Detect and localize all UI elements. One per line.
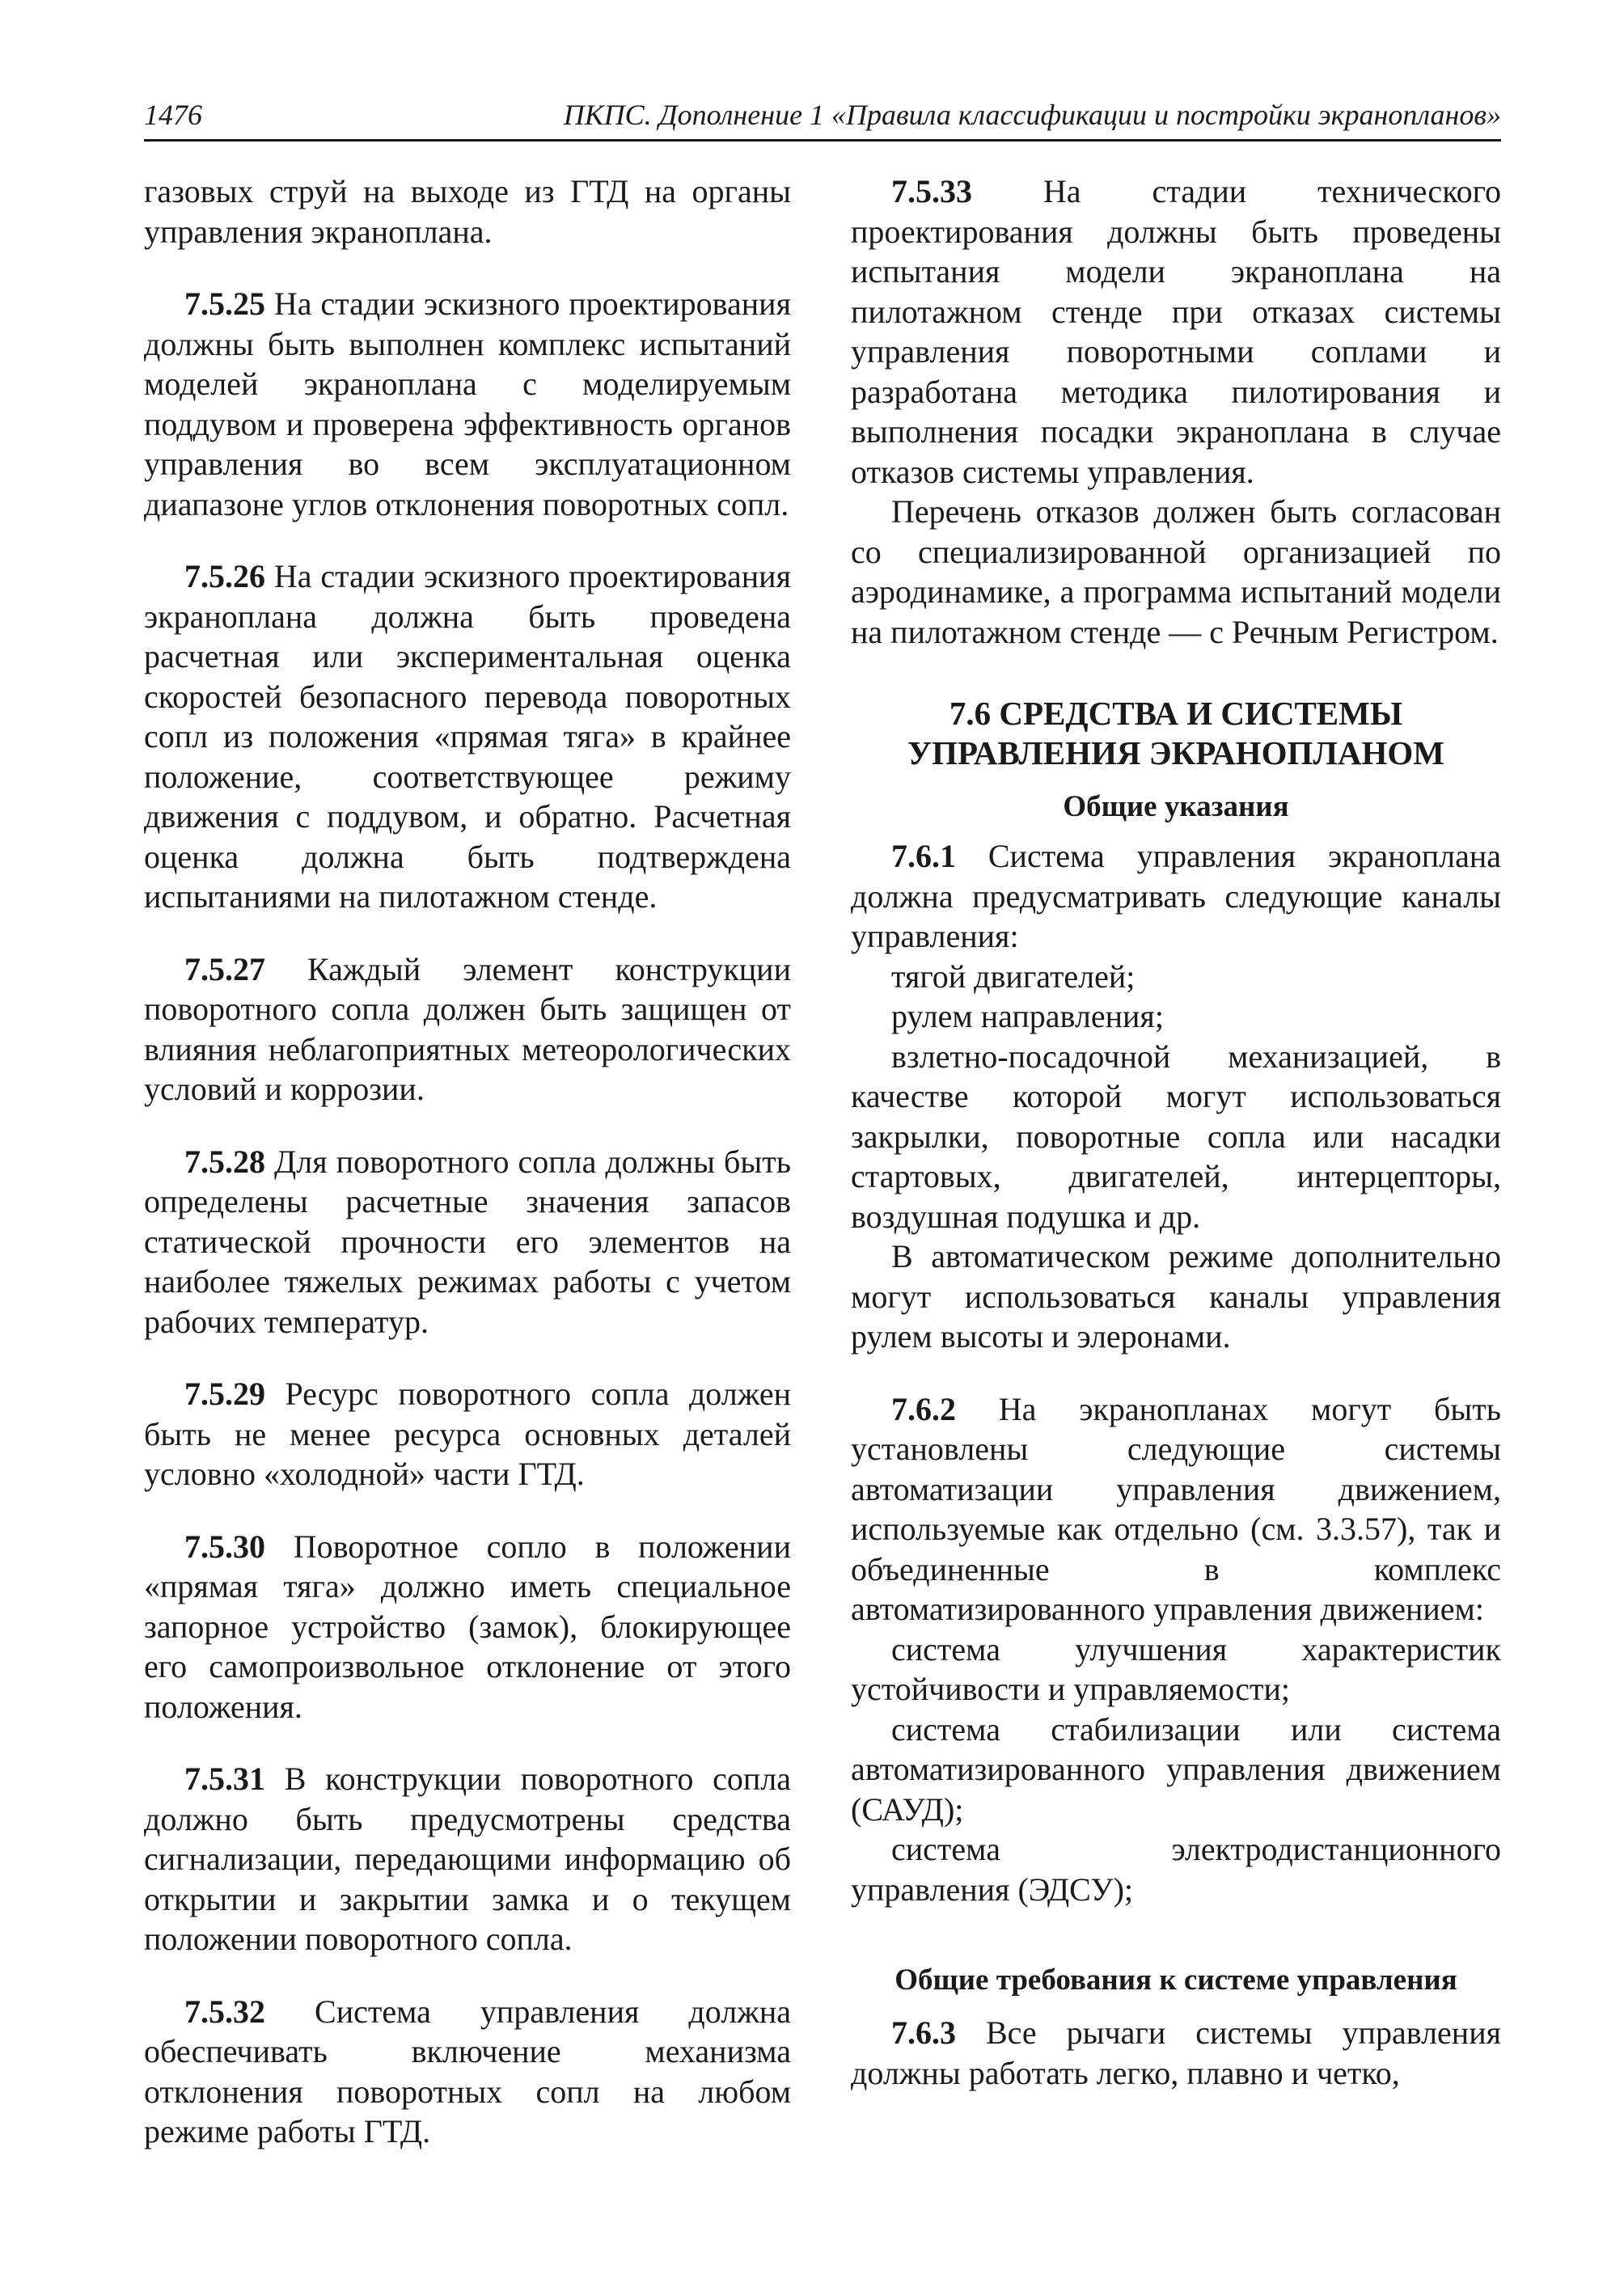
clause-text: Каждый элемент конструкции поворотного сопла должен быть защищен от влияния неблагоприятных метеорологических условий и коррозии. xyxy=(144,950,791,1107)
section-heading-line: УПРАВЛЕНИЯ ЭКРАНОПЛАНОМ xyxy=(907,734,1444,771)
list-item: система улучшения характеристик устойчивости и управляемости; xyxy=(851,1630,1501,1707)
clause-text: На стадии эскизного проектирования экраноплана должна быть проведена расчетная или экспериментальная оценка скоростей безопасного перевода поворотных сопл из положения «прямая тяга» в крайнее положение, соответствующее режиму движения с поддувом, и обратно. Расчетная оценка должна быть подтверждена испытаниями на пилотажном стенде. xyxy=(144,558,791,915)
running-header xyxy=(144,97,1501,142)
clause-7-6-2 xyxy=(851,1389,1501,1629)
clause-number: 7.5.30 xyxy=(184,1528,265,1565)
clause-7-5-26 xyxy=(144,556,791,917)
clause-number: 7.5.31 xyxy=(184,1761,265,1797)
clause-number: 7.5.25 xyxy=(184,285,265,322)
list-item: система стабилизации или система автоматизированного управления движением (САУД); xyxy=(851,1710,1501,1828)
clause-text: Ресурс поворотного сопла должен быть не менее ресурса основных деталей условно «холодной» части ГТД. xyxy=(144,1376,791,1492)
clause-7-5-30 xyxy=(144,1527,791,1727)
clause-7-5-27 xyxy=(144,949,791,1110)
clause-number: 7.5.33 xyxy=(891,173,972,209)
clause-number: 7.5.26 xyxy=(184,558,265,594)
clause-7-5-29 xyxy=(144,1374,791,1494)
clause-text: В конструкции поворотного сопла должно быть предусмотрены средства сигнализации, передающими информацию об открытии и закрытии замка и о текущем положении поворотного сопла. xyxy=(144,1761,791,1957)
clause-7-5-28 xyxy=(144,1142,791,1342)
clause-text: Для поворотного сопла должны быть определены расчетные значения запасов статической прочности его элементов на наиболее тяжелых режимах работы с учетом рабочих температур. xyxy=(144,1143,791,1340)
list-item: рулем направления; xyxy=(891,998,1164,1034)
clause-text: На стадии эскизного проектирования должны быть выполнен комплекс испытаний моделей экраноплана с моделируемым поддувом и проверена эффективность органов управления во всем эксплуатационном диапазоне углов отклонения поворотных сопл. xyxy=(144,285,791,522)
paragraph-text: Перечень отказов должен быть согласован со специализированной организацией по аэродинамике, а программа испытаний модели на пилотажном стенде — с Речным Регистром. xyxy=(851,493,1501,650)
page-number: 1476 xyxy=(144,99,202,131)
clause-number: 7.6.1 xyxy=(891,838,956,874)
section-heading xyxy=(851,694,1501,773)
clause-number: 7.5.27 xyxy=(184,950,265,987)
clause-text: На экранопланах могут быть установлены следующие системы автоматизации управления движением, используемые как отдельно (см. 3.3.57), так и объединенные в комплекс автоматизированного управления движением: xyxy=(851,1390,1501,1627)
clause-7-6-3 xyxy=(851,2013,1501,2093)
clause-7-6-1 xyxy=(851,836,1501,957)
clause-number: 7.5.32 xyxy=(184,1993,265,2030)
clause-7-5-31 xyxy=(144,1759,791,1959)
running-title: ПКПС. Дополнение 1 «Правила классификации и постройки экранопланов» xyxy=(563,99,1501,131)
clause-7-5-25 xyxy=(144,284,791,524)
paragraph xyxy=(851,492,1501,652)
subheading: Общие требования к системе управления xyxy=(894,1963,1457,1997)
paragraph-text: газовых струй на выходе из ГТД на органы управления экраноплана. xyxy=(144,173,791,250)
list-item: система электродистанционного управления (ЭДСУ); xyxy=(851,1831,1501,1908)
left-column xyxy=(144,171,791,2152)
clause-7-5-32 xyxy=(144,1992,791,2152)
list-item: взлетно-посадочной механизацией, в качестве которой могут использоваться закрылки, поворотные сопла или насадки стартовых, двигателей, интерцепторы, воздушная подушка и др. xyxy=(851,1038,1501,1235)
clause-text: Все рычаги системы управления должны работать легко, плавно и четко, xyxy=(851,2014,1501,2091)
clause-text: Система управления должна обеспечивать включение механизма отклонения поворотных сопл на любом режиме работы ГТД. xyxy=(144,1993,791,2149)
clause-text: Поворотное сопло в положении «прямая тяга» должно иметь специальное запорное устройство (замок), блокирующее его самопроизвольное отклонение от этого положения. xyxy=(144,1528,791,1725)
paragraph: В автоматическом режиме дополнительно могут использоваться каналы управления рулем высоты и элеронами. xyxy=(851,1238,1501,1355)
right-column xyxy=(851,171,1501,2093)
clause-number: 7.6.3 xyxy=(891,2014,956,2051)
section-heading-line: 7.6 СРЕДСТВА И СИСТЕМЫ xyxy=(949,695,1403,732)
list-item: тягой двигателей; xyxy=(891,957,1136,995)
clause-text: На стадии технического проектирования должны быть проведены испытания модели экраноплана на пилотажном стенде при отказах системы управления поворотными соплами и разработана методика пилотирования и выполнения посадки экраноплана в случае отказов системы управления. xyxy=(851,173,1501,490)
clause-number: 7.5.29 xyxy=(184,1376,265,1412)
subheading: Общие указания xyxy=(1063,790,1289,823)
paragraph-continuation xyxy=(144,171,791,252)
clause-text: Система управления экраноплана должна предусматривать следующие каналы управления: xyxy=(851,838,1501,954)
clause-7-5-33 xyxy=(851,171,1501,492)
clause-number: 7.6.2 xyxy=(891,1390,956,1427)
clause-number: 7.5.28 xyxy=(184,1143,265,1180)
